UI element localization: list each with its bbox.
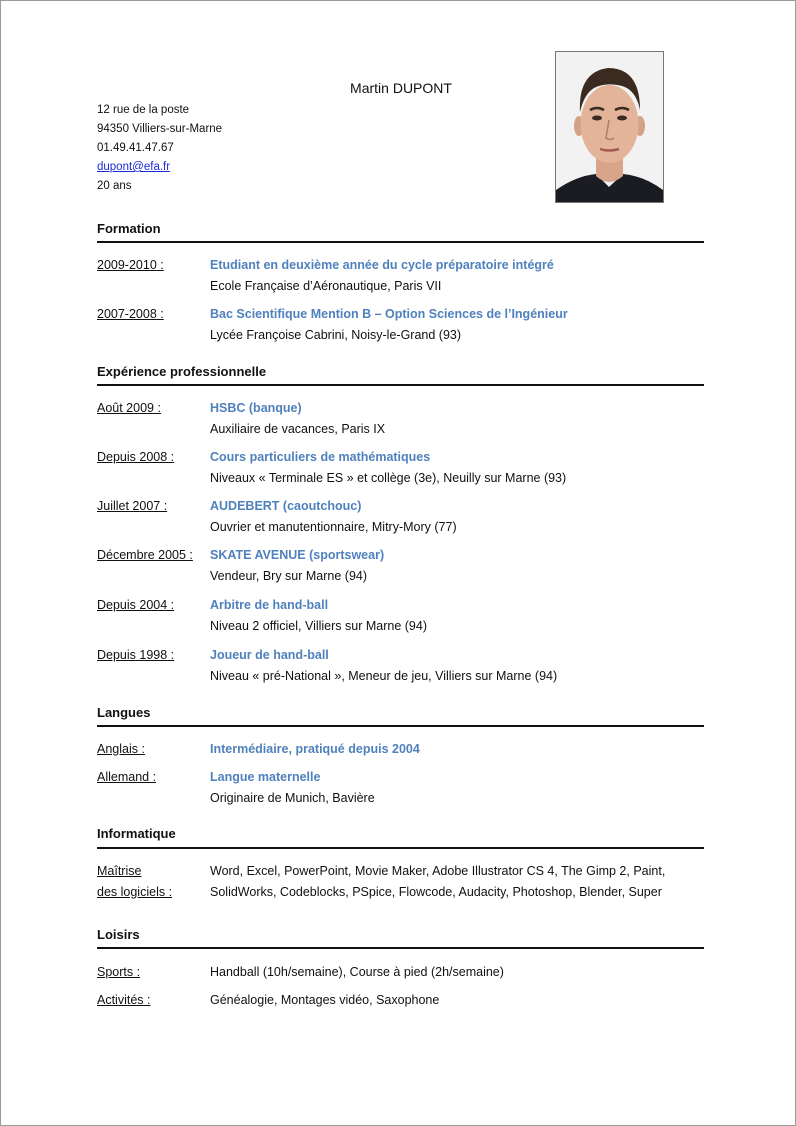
entry-heading: AUDEBERT (caoutchouc) [210,499,362,513]
entry-detail: Lycée Françoise Cabrini, Noisy-le-Grand (93) [210,328,462,342]
contact-block [97,101,222,196]
entry-date: Allemand : [97,770,157,784]
entry-detail: Ouvrier et manutentionnaire, Mitry-Mory (77) [210,520,457,534]
section-title-formation: Formation [97,221,161,236]
section-divider [97,847,704,849]
section-title-experience: Expérience professionnelle [97,364,267,379]
age: 20 ans [97,180,132,192]
entry-detail: Niveau « pré-National », Meneur de jeu, Villiers sur Marne (94) [210,669,558,683]
entry-date: Sports : [97,965,141,979]
software-list-line: SolidWorks, Codeblocks, PSpice, Flowcode, Audacity, Photoshop, Blender, Super [210,885,662,899]
entry-date: Maîtrise des logiciels : [97,864,173,899]
entry-date: 2007-2008 : [97,307,164,321]
entry-detail: Originaire de Munich, Bavière [210,791,375,805]
entry-date: Juillet 2007 : [97,499,168,513]
entry-date: Depuis 1998 : [97,648,175,662]
section-divider [97,947,704,949]
entry-heading: Joueur de hand-ball [210,648,329,662]
entry-detail: Auxiliaire de vacances, Paris IX [210,422,386,436]
section-title-loisirs: Loisirs [97,927,140,942]
address-line-1: 12 rue de la poste [97,104,190,116]
candidate-name: Martin DUPONT [350,80,452,96]
software-list-line: Word, Excel, PowerPoint, Movie Maker, Adobe Illustrator CS 4, The Gimp 2, Paint, [210,864,666,878]
section-title-informatique: Informatique [97,826,176,841]
entry-detail: Niveau 2 officiel, Villiers sur Marne (94) [210,619,427,633]
phone-number: 01.49.41.47.67 [97,142,174,154]
entry-detail: Vendeur, Bry sur Marne (94) [210,569,368,583]
entry-heading: Etudiant en deuxième année du cycle préparatoire intégré [210,258,554,272]
section-divider [97,384,704,386]
entry-heading: Cours particuliers de mathématiques [210,450,431,464]
entry-detail: Généalogie, Montages vidéo, Saxophone [210,993,440,1007]
entry-date: Décembre 2005 : [97,548,193,562]
entry-date: Anglais : [97,742,145,756]
entry-heading: Arbitre de hand-ball [210,598,329,612]
entry-heading: SKATE AVENUE (sportswear) [210,548,385,562]
portrait-photo [555,51,664,203]
entry-date: Depuis 2008 : [97,450,175,464]
entry-date: Août 2009 : [97,401,161,415]
section-title-langues: Langues [97,705,151,720]
entry-detail: Ecole Française d’Aéronautique, Paris VII [210,279,442,293]
entry-heading: Intermédiaire, pratiqué depuis 2004 [210,742,420,756]
section-divider [97,725,704,727]
portrait-photo-icon [556,52,663,202]
entry-heading: Bac Scientifique Mention B – Option Sciences de l’Ingénieur [210,307,568,321]
entry-heading: Langue maternelle [210,770,321,784]
email-link[interactable]: dupont@efa.fr [97,161,171,173]
section-divider [97,241,704,243]
entry-detail: Niveaux « Terminale ES » et collège (3e), Neuilly sur Marne (93) [210,471,567,485]
entry-date: 2009-2010 : [97,258,164,272]
address-line-2: 94350 Villiers-sur-Marne [97,123,223,135]
entry-heading: HSBC (banque) [210,401,302,415]
entry-detail: Handball (10h/semaine), Course à pied (2h/semaine) [210,965,504,979]
entry-date: Activités : [97,993,151,1007]
entry-date: Depuis 2004 : [97,598,175,612]
